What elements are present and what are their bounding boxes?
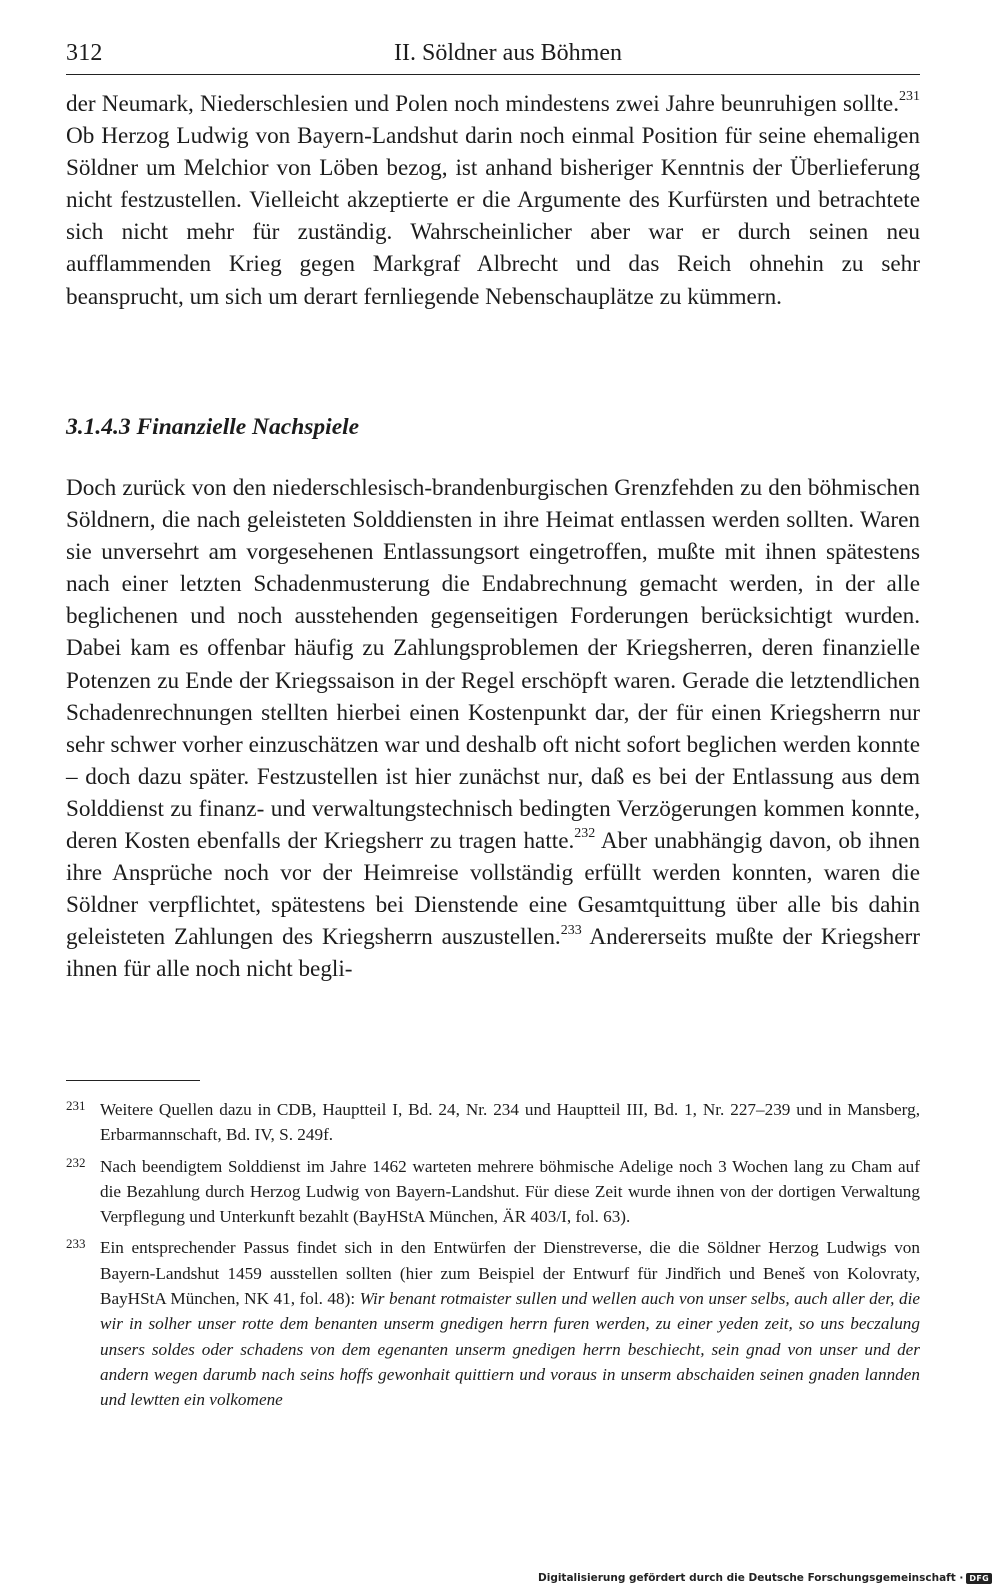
footnote-text: Ein entsprechender Passus findet sich in den Entwürfen der Dienstreverse, die die Söldner Herzog Ludwigs von Bayern-Landshut 1459 ausstellen sollten (hier zum Beispiel der Entwurf für Jindřich und Beneš von Kolovraty, BayHStA München, NK 41, fol. 48):: [100, 1238, 920, 1309]
digitization-credit: Digitalisierung gefördert durch die Deutsche Forschungsgemeinschaft ·: [538, 1572, 964, 1584]
section-heading: 3.1.4.3 Finanzielle Nachspiele: [66, 414, 360, 440]
paragraph-text: Aber unabhängig davon, ob ihnen ihre Ansprüche noch vor der Heimreise vollständig erfüllt werden konnten, waren die Söldner verpflichtet, spätestens bei Dienstende eine Gesamtquittung über alle bis dahin geleisteten Zahlungen des Kriegsherrn auszustellen.: [66, 828, 920, 951]
paragraph-text: Doch zurück von den niederschlesisch-brandenburgischen Grenzfehden zu den böhmischen Söldnern, die nach geleisteten Solddiensten in ihre Heimat entlassen werden sollten. Waren sie unversehrt am vorgesehenen Entlassungsort eingetroffen, mußte mit ihnen spätestens nach einer letzten Schadenmusterung die Endabrechnung gemacht werden, in der alle beglichenen und noch ausstehenden gegenseitigen Forderungen berücksichtigt wurden. Dabei kam es offenbar häufig zu Zahlungsproblemen der Kriegsherren, deren finanzielle Potenzen zu Ende der Kriegssaison in der Regel erschöpft waren. Gerade die letztendlichen Schadenrechnungen stellten hierbei einen Kostenpunkt dar, der für einen Kriegsherrn nur sehr schwer vorher einzuschätzen war und deshalb oft nicht sofort beglichen werden konnte – doch dazu später. Festzustellen ist hier zunächst nur, daß es bei der Entlassung aus dem Solddienst zu finanz- und verwaltungstechnisch bedingten Verzögerungen kommen konnte, deren Kosten ebenfalls der Kriegsherr zu tragen hatte.: [66, 475, 920, 855]
footnote-ref-233[interactable]: 233: [560, 922, 582, 938]
digitization-footer: [538, 1569, 992, 1587]
footnote-text: Weitere Quellen dazu in CDB, Hauptteil I, Bd. 24, Nr. 234 und Hauptteil III, Bd. 1, Nr. 227–239 und in Mansberg, Erbarmannschaft, Bd. IV, S. 249f.: [100, 1100, 920, 1145]
footnote-number: 231: [66, 1098, 86, 1113]
dfg-logo-icon: DFG: [966, 1573, 992, 1584]
footnote-ref-232[interactable]: 232: [574, 826, 596, 842]
footnote-quote: Wir benant rotmaister sullen und wellen auch von unser selbs, auch aller der, die wir in solher unser rotte dem benanten unserm gnedigen herrn furen werden, zu einer yeden zeit, so uns beczalung unsers soldes oder schadens von dem egenanten unserm gnedigen herrn beschiecht, sein gnad von unser und der andern wegen darumb nach seins hoffs gewonhait quittiern und voraus in unserm abschaiden seinen gnaden lannden und lewtten ein volkomene: [100, 1289, 920, 1410]
paragraph-text: Ob Herzog Ludwig von Bayern-Landshut darin noch einmal Position für seine ehemaligen Söldner um Melchior von Löben bezog, ist anhand bisheriger Kenntnis der Überlieferung nicht festzustellen. Vielleicht akzeptierte er die Argumente des Kurfürsten und betrachtete sich nicht mehr für zuständig. Wahrscheinlicher aber war er durch seinen neu aufflammenden Krieg gegen Markgraf Albrecht und das Reich ohnehin zu sehr beansprucht, um sich um derart fernliegende Nebenschauplätze zu kümmern.: [66, 123, 920, 310]
footnotes: [66, 1097, 920, 1419]
footnote-text: Nach beendigtem Solddienst im Jahre 1462 warteten mehrere böhmische Adelige noch 3 Wochen lang zu Cham auf die Bezahlung durch Herzog Ludwig von Bayern-Landshut. Für diese Zeit wurde ihnen von der dortigen Verwaltung Verpflegung und Unterkunft bezahlt (BayHStA München, ÄR 403/I, fol. 63).: [100, 1156, 920, 1227]
page-header: [66, 36, 920, 70]
footnote-number: 232: [66, 1154, 86, 1170]
footnote-231: [66, 1097, 920, 1148]
footnote-rule: [66, 1080, 200, 1081]
footnote-233: [66, 1235, 920, 1412]
body-paragraph-1: [66, 88, 920, 313]
paragraph-text: Andererseits mußte der Kriegsherr ihnen für alle noch nicht begli-: [66, 924, 920, 983]
footnote-number: 233: [66, 1236, 86, 1252]
footnote-232: [66, 1154, 920, 1230]
running-head: II. Söldner aus Böhmen: [394, 40, 622, 66]
header-rule: [66, 74, 920, 75]
footnote-ref-231[interactable]: 231: [899, 89, 920, 105]
body-paragraph-2: [66, 472, 920, 986]
paragraph-text: der Neumark, Niederschlesien und Polen noch mindestens zwei Jahre beunruhigen sollte.: [66, 91, 899, 117]
page-number: 312: [66, 40, 103, 66]
